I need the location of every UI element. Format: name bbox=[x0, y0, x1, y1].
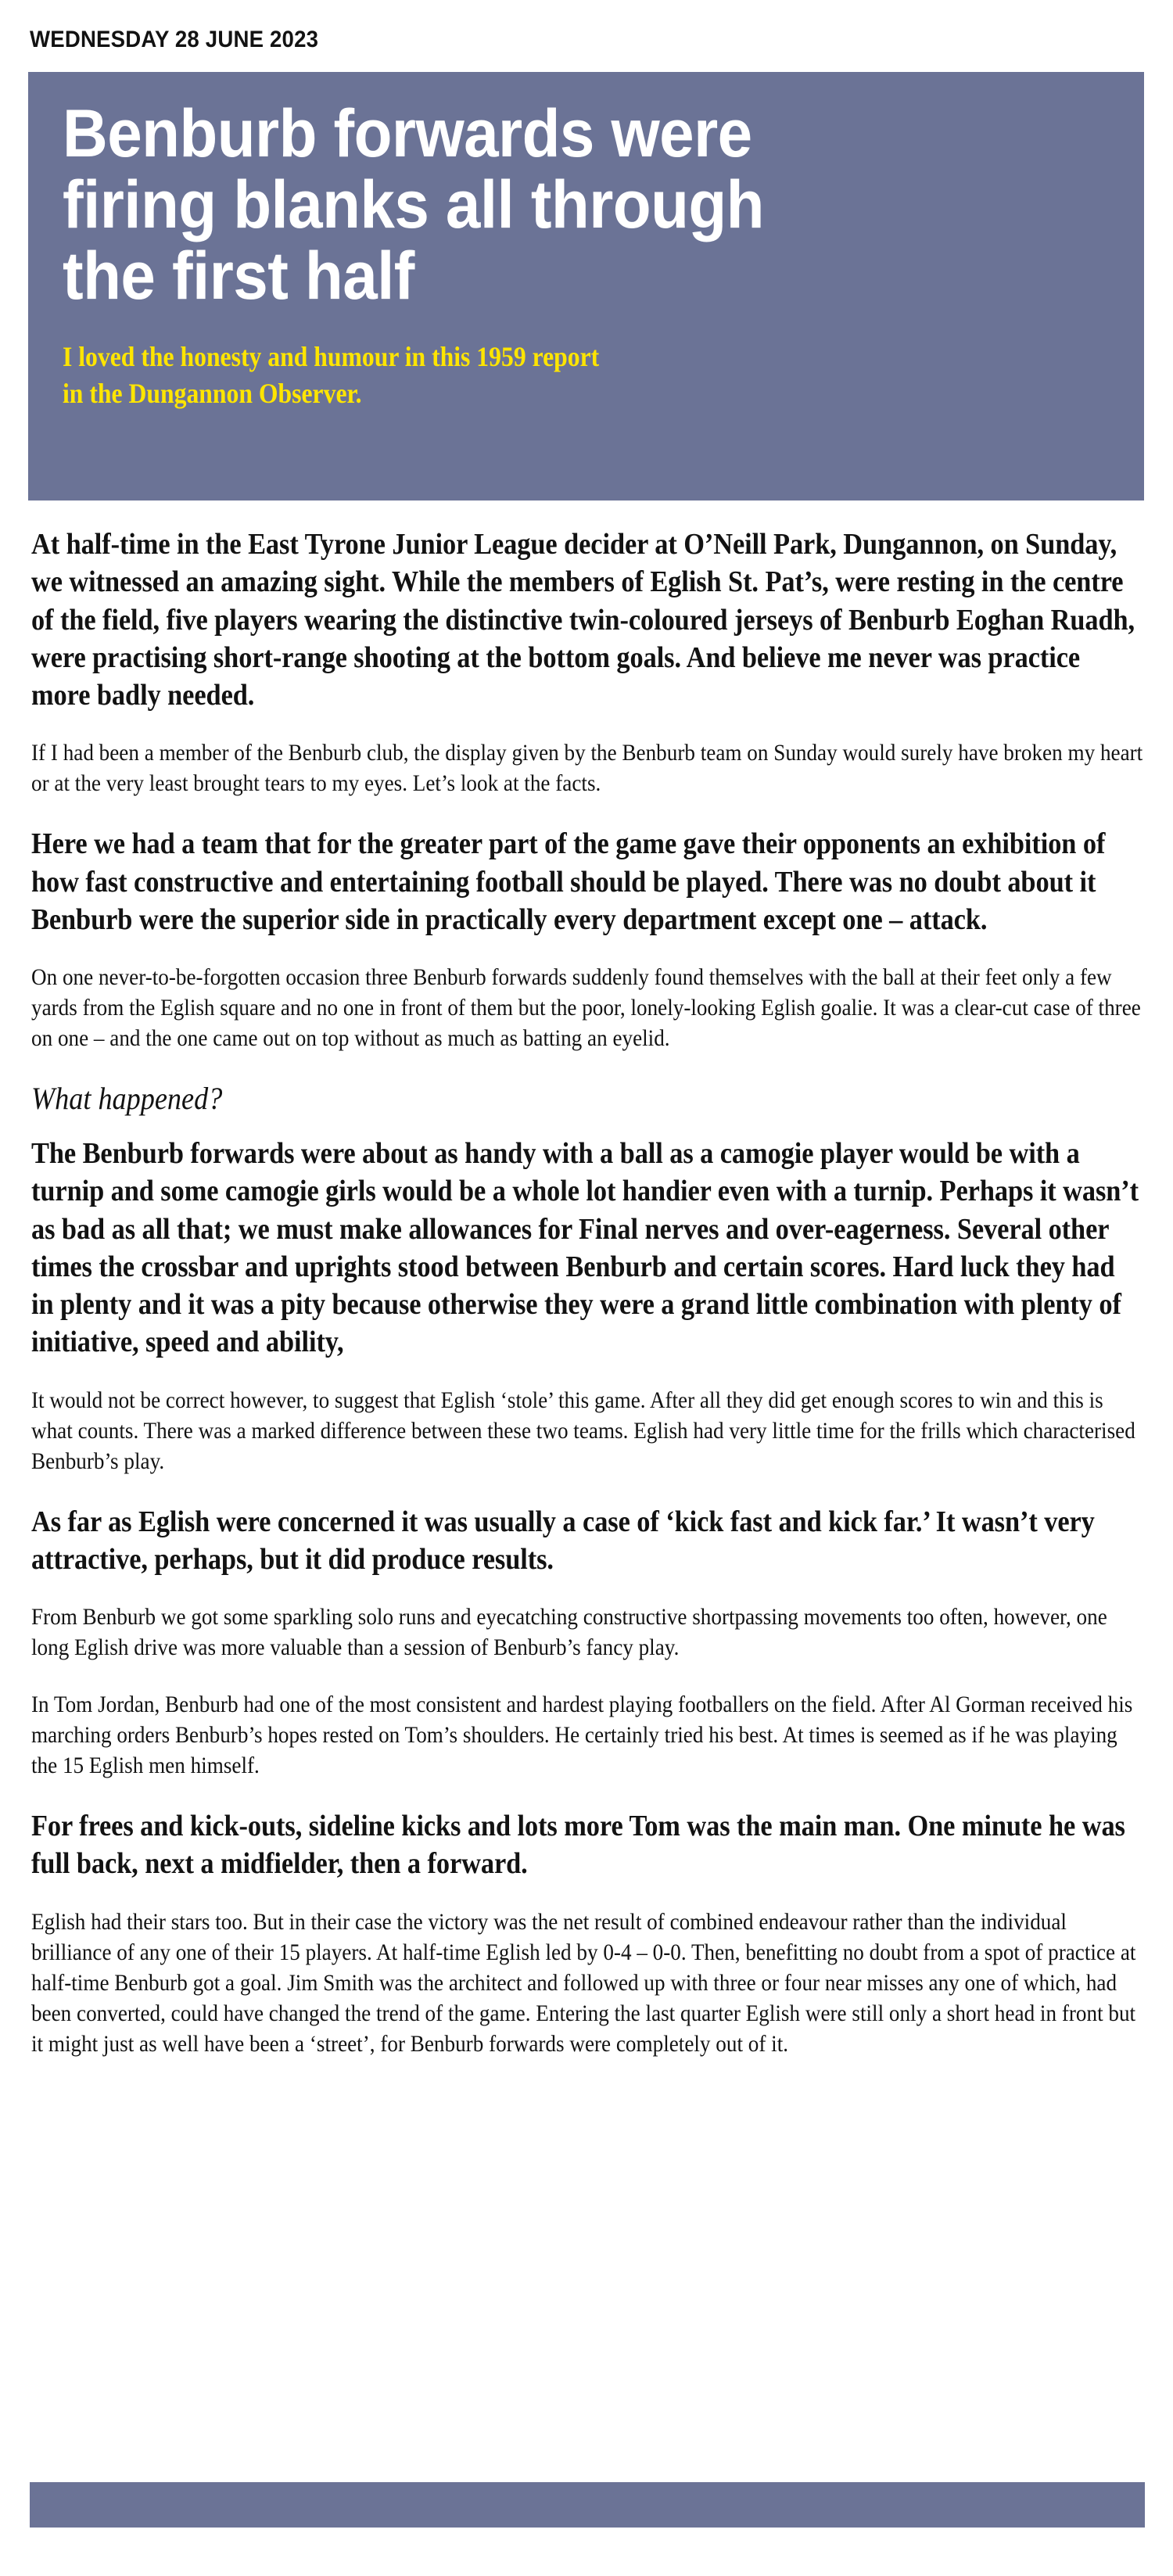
headline-line-3: the first half bbox=[63, 239, 414, 314]
paragraph-tom-jordan: In Tom Jordan, Benburb had one of the most consistent and hardest playing footballers on the field. After Al Gorman received his marching orders Benburb’s hopes rested on Tom’s shoulders. He certainly tried his best. At times is seemed as if he was playing the 15 Eglish men himself. bbox=[31, 1692, 1133, 1778]
paragraph-three-on-one: On one never-to-be-forgotten occasion three Benburb forwards suddenly found themselves with the ball at their feet only a few yards from the Eglish square and no one in front of them but the poor, lonely-looking Eglish goalie. It was a clear-cut case of three on one – and the one came out on top without as much as batting an eyelid. bbox=[31, 964, 1141, 1051]
headline-line-1: Benburb forwards were bbox=[63, 96, 752, 171]
paragraph-not-correct: It would not be correct however, to suggest that Eglish ‘stole’ this game. After all they did get enough scores to win and this is what counts. There was a marked difference between these two teams. Eglish had very little time for the frills which characterised Benburb’s play. bbox=[31, 1387, 1135, 1474]
standfirst bbox=[63, 339, 984, 411]
paragraph-intro: At half-time in the East Tyrone Junior League decider at O’Neill Park, Dungannon, on Sunday, we witnessed an amazing sight. While the members of Eglish St. Pat’s, were resting in the centre of the field, five players wearing the distinctive twin-coloured jerseys of Benburb Eoghan Ruadh, were practising short-range shooting at the bottom goals. And believe me never was practice more badly needed. bbox=[31, 528, 1135, 712]
dateline: WEDNESDAY 28 JUNE 2023 bbox=[30, 27, 319, 52]
paragraph-benburb-club: If I had been a member of the Benburb club, the display given by the Benburb team on Sunday would surely have broken my heart or at the very least brought tears to my eyes. Let’s look at the facts. bbox=[31, 740, 1143, 797]
paragraph-frees: For frees and kick-outs, sideline kicks and lots more Tom was the main man. One minute he was full back, next a midfielder, then a forward. bbox=[31, 1810, 1125, 1881]
article-masthead bbox=[28, 72, 1144, 500]
paragraph-kick-fast: As far as Eglish were concerned it was usually a case of ‘kick fast and kick far.’ It wasn’t very attractive, perhaps, but it did produce results. bbox=[31, 1505, 1095, 1576]
page-title bbox=[63, 96, 1036, 314]
article-body bbox=[31, 526, 1143, 2086]
headline-line-2: firing blanks all through bbox=[63, 167, 764, 243]
footer-bar bbox=[30, 2482, 1145, 2528]
paragraph-camogie: The Benburb forwards were about as handy with a ball as a camogie player would be with a turnip and some camogie girls would be a whole lot handier even with a turnip. Perhaps it wasn’t as bad as all that; we must make allowances for Final nerves and over-eagerness. Several other times the crossbar and uprights stood between Benburb and certain scores. Hard luck they had in plenty and it was a pity because otherwise they were a grand little combination with plenty of initiative, speed and ability, bbox=[31, 1137, 1139, 1359]
paragraph-solo-runs: From Benburb we got some sparkling solo runs and eyecatching constructive shortpassing movements too often, however, one long Eglish drive was more valuable than a session of Benburb’s fancy play. bbox=[31, 1604, 1107, 1660]
subhead-what-happened: What happened? bbox=[31, 1081, 223, 1116]
paragraph-eglish-stars: Eglish had their stars too. But in their case the victory was the net result of combined endeavour rather than the individual brilliance of any one of their 15 players. At half-time Eglish led by 0-4 – 0-0. Then, benefitting no doubt from a spot of practice at half-time Benburb got a goal. Jim Smith was the architect and followed up with three or four near misses any one of which, had been converted, could have changed the trend of the game. Entering the last quarter Eglish were still only a short head in front but it might just as well have been a ‘street’, for Benburb forwards were completely out of it. bbox=[31, 1908, 1136, 2057]
standfirst-line-2: in the Dungannon Observer. bbox=[63, 377, 362, 409]
paragraph-exhibition: Here we had a team that for the greater part of the game gave their opponents an exhibition of how fast constructive and entertaining football should be played. There was no doubt about it Benburb were the superior side in practically every department except one – attack. bbox=[31, 827, 1106, 936]
standfirst-line-1: I loved the honesty and humour in this 1959 report bbox=[63, 341, 600, 373]
